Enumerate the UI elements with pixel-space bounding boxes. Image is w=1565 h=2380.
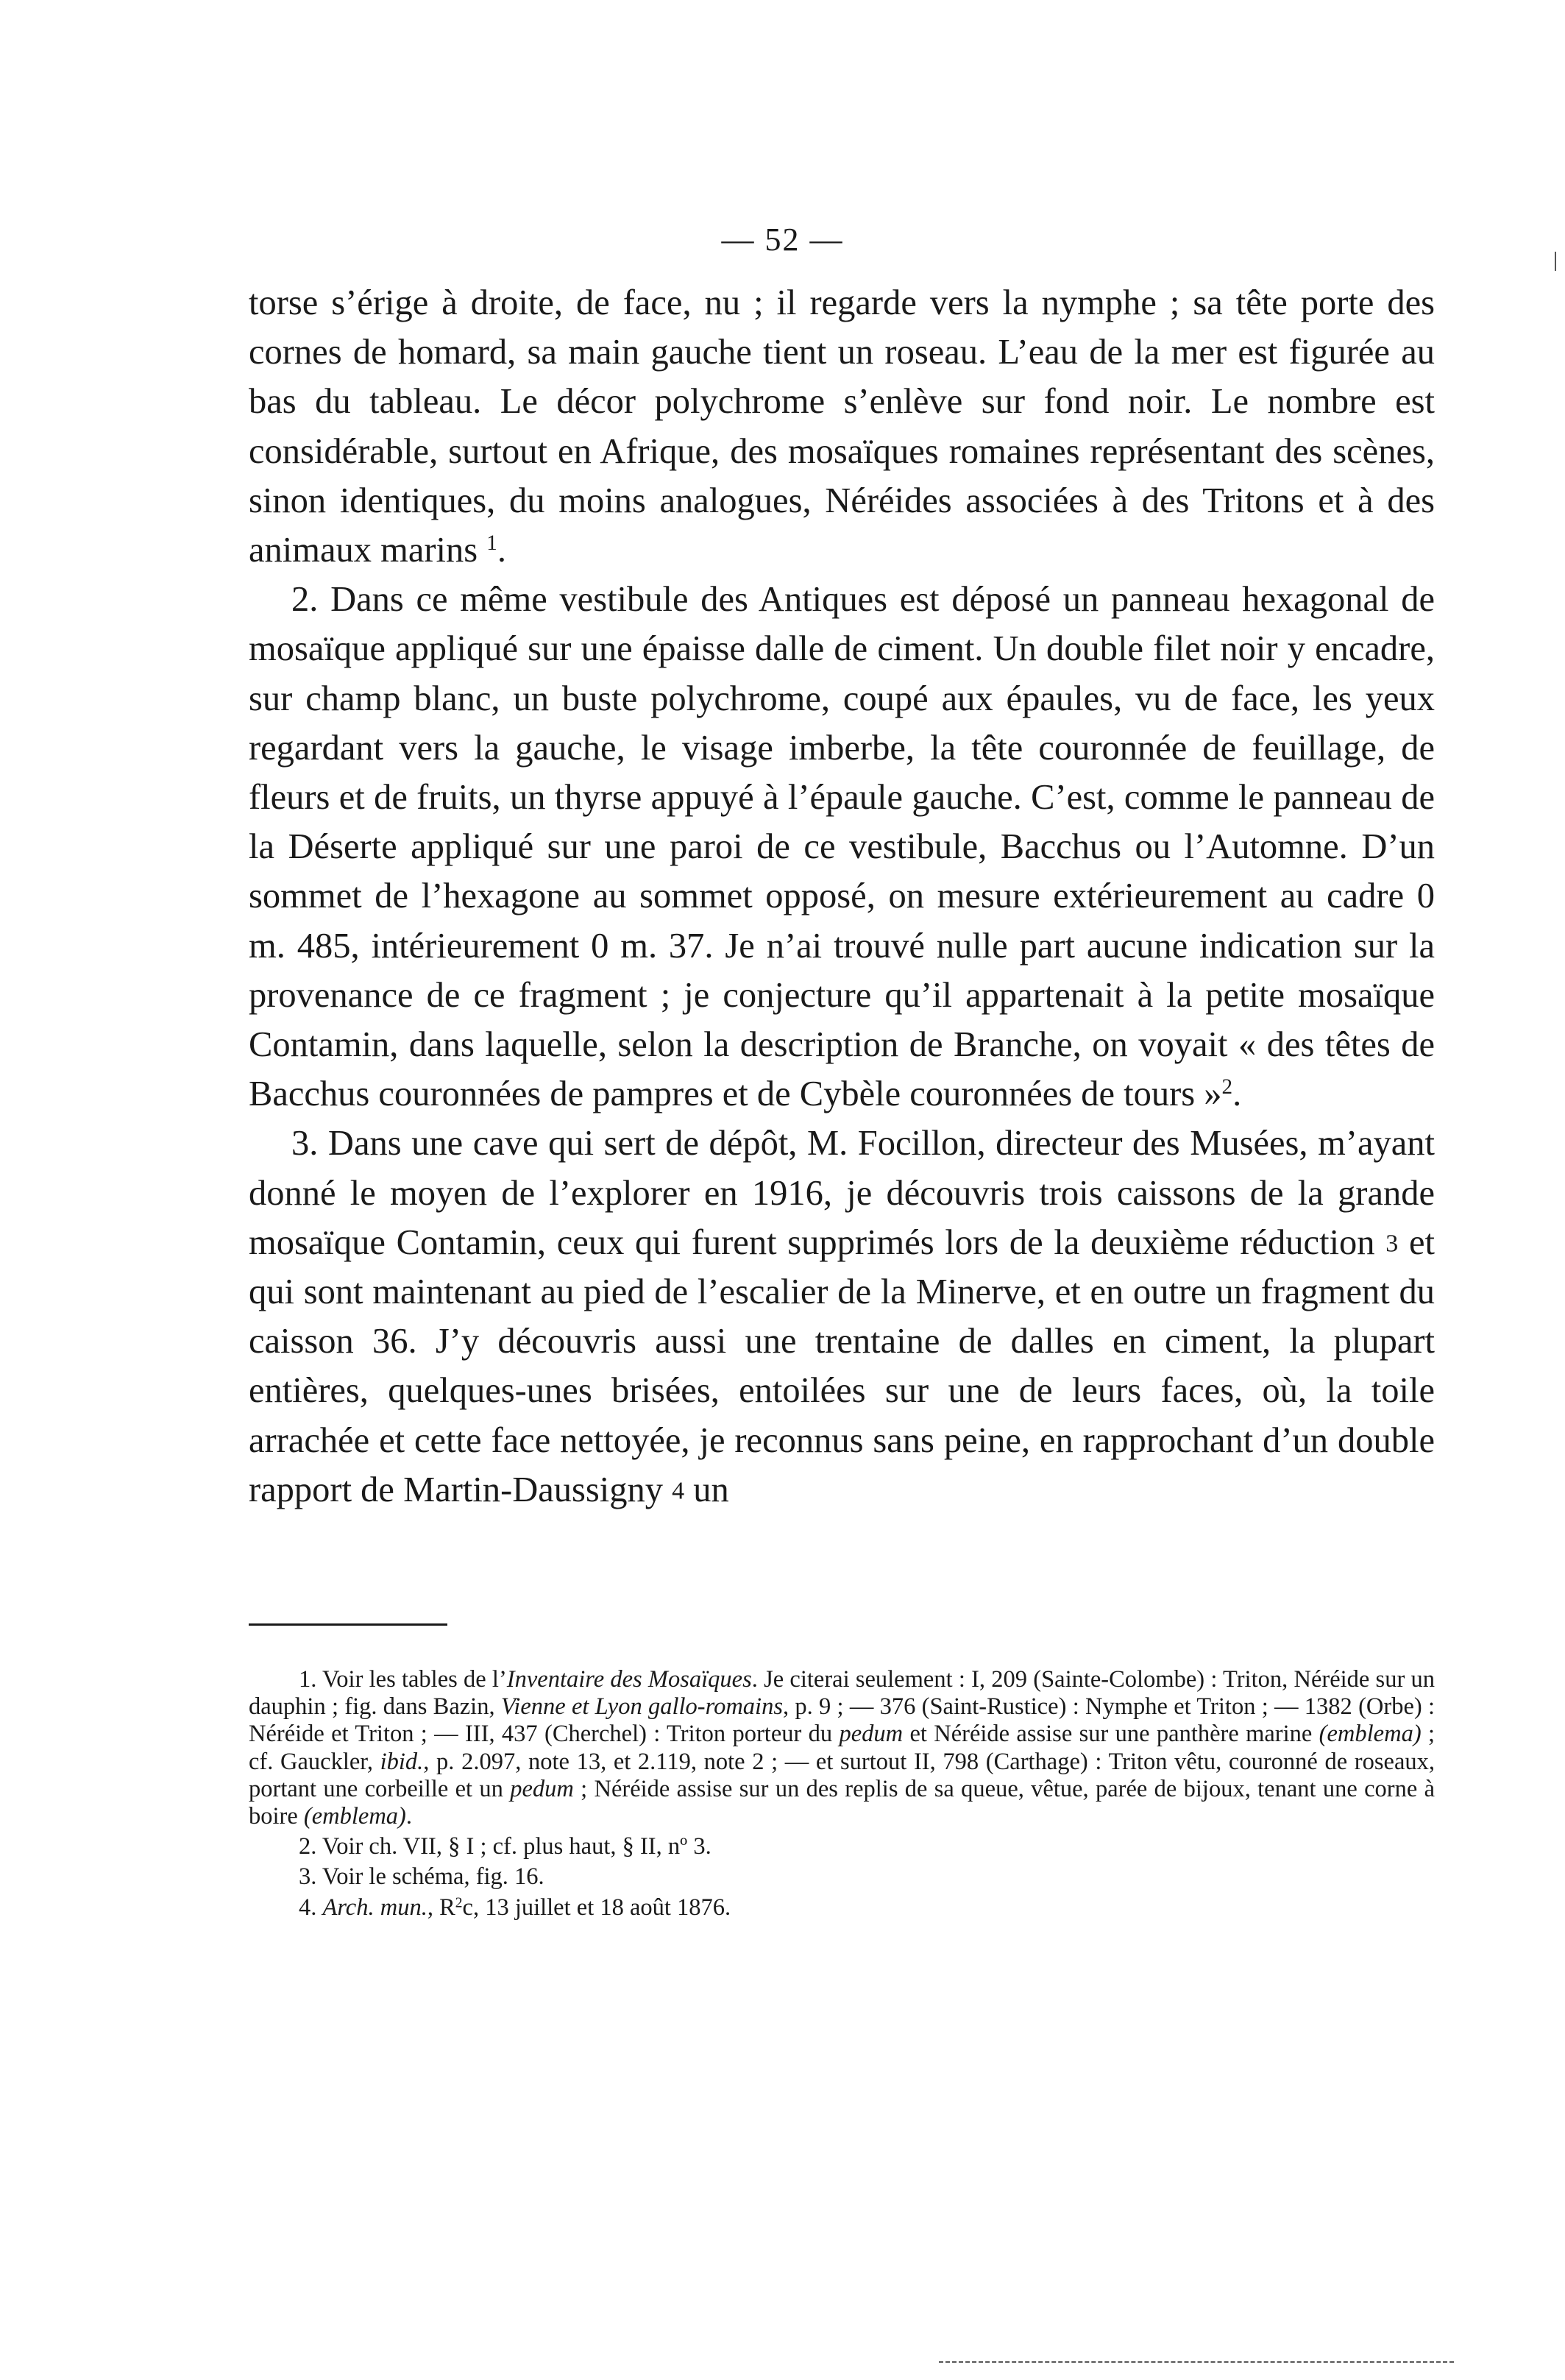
- footnote-4-superscript: 2: [455, 1894, 463, 1910]
- footnote-1: [249, 1666, 1435, 1830]
- paragraph-3-text-c: un: [693, 1470, 729, 1509]
- paragraph-2: [249, 575, 1435, 1119]
- footnote-ref-2[interactable]: 2: [1221, 1075, 1233, 1099]
- paragraph-1-text: torse s’érige à droite, de face, nu ; il regarde vers la nymphe ; sa tête porte des cornes de homard, sa main gauche tient un roseau. L’eau de la mer est figurée au bas du tableau. Le décor polychrome s’enlève sur fond noir. Le nombre est considérable, surtout en Afrique, des mosaïques romaines représentant des scènes, sinon identiques, du moins analogues, Néréides associées à des Tritons et à des animaux marins: [249, 283, 1435, 570]
- footnote-1-term: (emblema): [303, 1803, 406, 1830]
- paragraph-2-text: 2. Dans ce même vestibule des Antiques est déposé un panneau hexagonal de mosaïque appliqué sur une épaisse dalle de ciment. Un double filet noir y encadre, sur champ blanc, un buste polychrome, coupé aux épaules, vu de face, les yeux regardant vers la gauche, le visage imberbe, la tête couronnée de feuillage, de fleurs et de fruits, un thyrse appuyé à l’épaule gauche. C’est, comme le panneau de la Déserte appliqué sur une paroi de ce vestibule, Bacchus ou l’Automne. D’un sommet de l’hexagone au sommet opposé, on mesure extérieurement au cadre 0 m. 485, intérieurement 0 m. 37. Je n’ai trouvé nulle part aucune indication sur la provenance de ce fragment ; je conjecture qu’il appartenait à la petite mosaïque Contamin, dans laquelle, selon la description de Branche, on voyait « des têtes de Bacchus couronnées de pampres et de Cybèle couronnées de tours »: [249, 580, 1435, 1114]
- footnote-1-term: pedum: [839, 1721, 904, 1748]
- footnote-ref-1[interactable]: 1: [486, 531, 497, 556]
- footnote-1-part: ; Néréide assise sur un des replis de sa queue, vêtue, parée de bijoux, tenant une corne à boire: [249, 1775, 1435, 1830]
- paragraph-1: [249, 278, 1435, 575]
- footnotes: [249, 1666, 1435, 1922]
- paragraph-3-text-b: et qui sont maintenant au pied de l’escalier de la Minerve, et en outre un fragment du caisson 36. J’y découvris aussi une trentaine de dalles en ciment, la plupart entières, quelques-unes brisées, entoilées sur une de leurs faces, où, la toile arrachée et cette face nettoyée, je reconnus sans peine, en rapprochant d’un double rapport de Martin-Daussigny: [249, 1222, 1435, 1509]
- footnote-1-part: ; cf. Gauckler,: [249, 1721, 1436, 1775]
- footnote-ref-3[interactable]: 3: [1385, 1230, 1399, 1258]
- footnote-1-part: , p. 2.097, note 13, et 2.119, note 2 ; — et surtout II, 798 (Carthage) : Triton vêtu, couronné de roseaux, portant une corbeille et un: [249, 1748, 1435, 1802]
- footnote-1-term: (emblema): [1319, 1721, 1422, 1748]
- footnote-1-part: . Je citerai seulement : I, 209 (Sainte-Colombe) : Triton, Néréide sur un dauphin ; fig. dans Bazin,: [249, 1666, 1436, 1721]
- footnote-1-part: et Néréide assise sur une panthère marine: [903, 1721, 1319, 1748]
- footnote-1-part: 1. Voir les tables de l’: [299, 1666, 507, 1693]
- footnote-ref-4[interactable]: 4: [672, 1477, 685, 1505]
- scan-bottom-dashes: [939, 2361, 1454, 2363]
- paragraph-2-end: .: [1232, 1074, 1242, 1114]
- footnote-1-title: Inventaire des Mosaïques: [506, 1666, 752, 1693]
- paragraph-3: [249, 1119, 1435, 1515]
- footnote-1-part: , p. 9 ; — 376 (Saint-Rustice) : Nymphe et Triton ; — 1382 (Orbe) : Néréide et Triton ; — III, 437 (Cherchel) : Triton porteur du: [249, 1693, 1435, 1748]
- page-number: — 52 —: [721, 222, 844, 258]
- footnote-1-term: pedum: [510, 1775, 574, 1802]
- footnote-4: [249, 1894, 1435, 1922]
- footnote-1-title: Vienne et Lyon gallo-romains: [500, 1693, 783, 1721]
- main-text: [249, 278, 1435, 1515]
- footnote-3: 3. Voir le schéma, fig. 16.: [299, 1863, 544, 1891]
- paragraph-1-end: .: [497, 531, 506, 570]
- footnote-4-part: c, 13 juillet et 18 août 1876.: [462, 1894, 731, 1921]
- footnote-1-part: .: [405, 1803, 412, 1830]
- footnote-2: 2. Voir ch. VII, § I ; cf. plus haut, § II, nº 3.: [299, 1833, 711, 1860]
- paragraph-3-text-a: 3. Dans une cave qui sert de dépôt, M. Focillon, directeur des Musées, m’ayant donné le moyen de l’explorer en 1916, je découvris trois caissons de la grande mosaïque Contamin, ceux qui furent supprimés lors de la deuxième réduction: [249, 1124, 1435, 1262]
- footnote-separator: [249, 1623, 447, 1626]
- footnote-4-source: Arch. mun.: [322, 1894, 427, 1921]
- footnote-4-part: , R: [427, 1894, 455, 1921]
- footnote-4-part: 4.: [299, 1894, 323, 1921]
- footnote-1-term: ibid.: [380, 1748, 424, 1775]
